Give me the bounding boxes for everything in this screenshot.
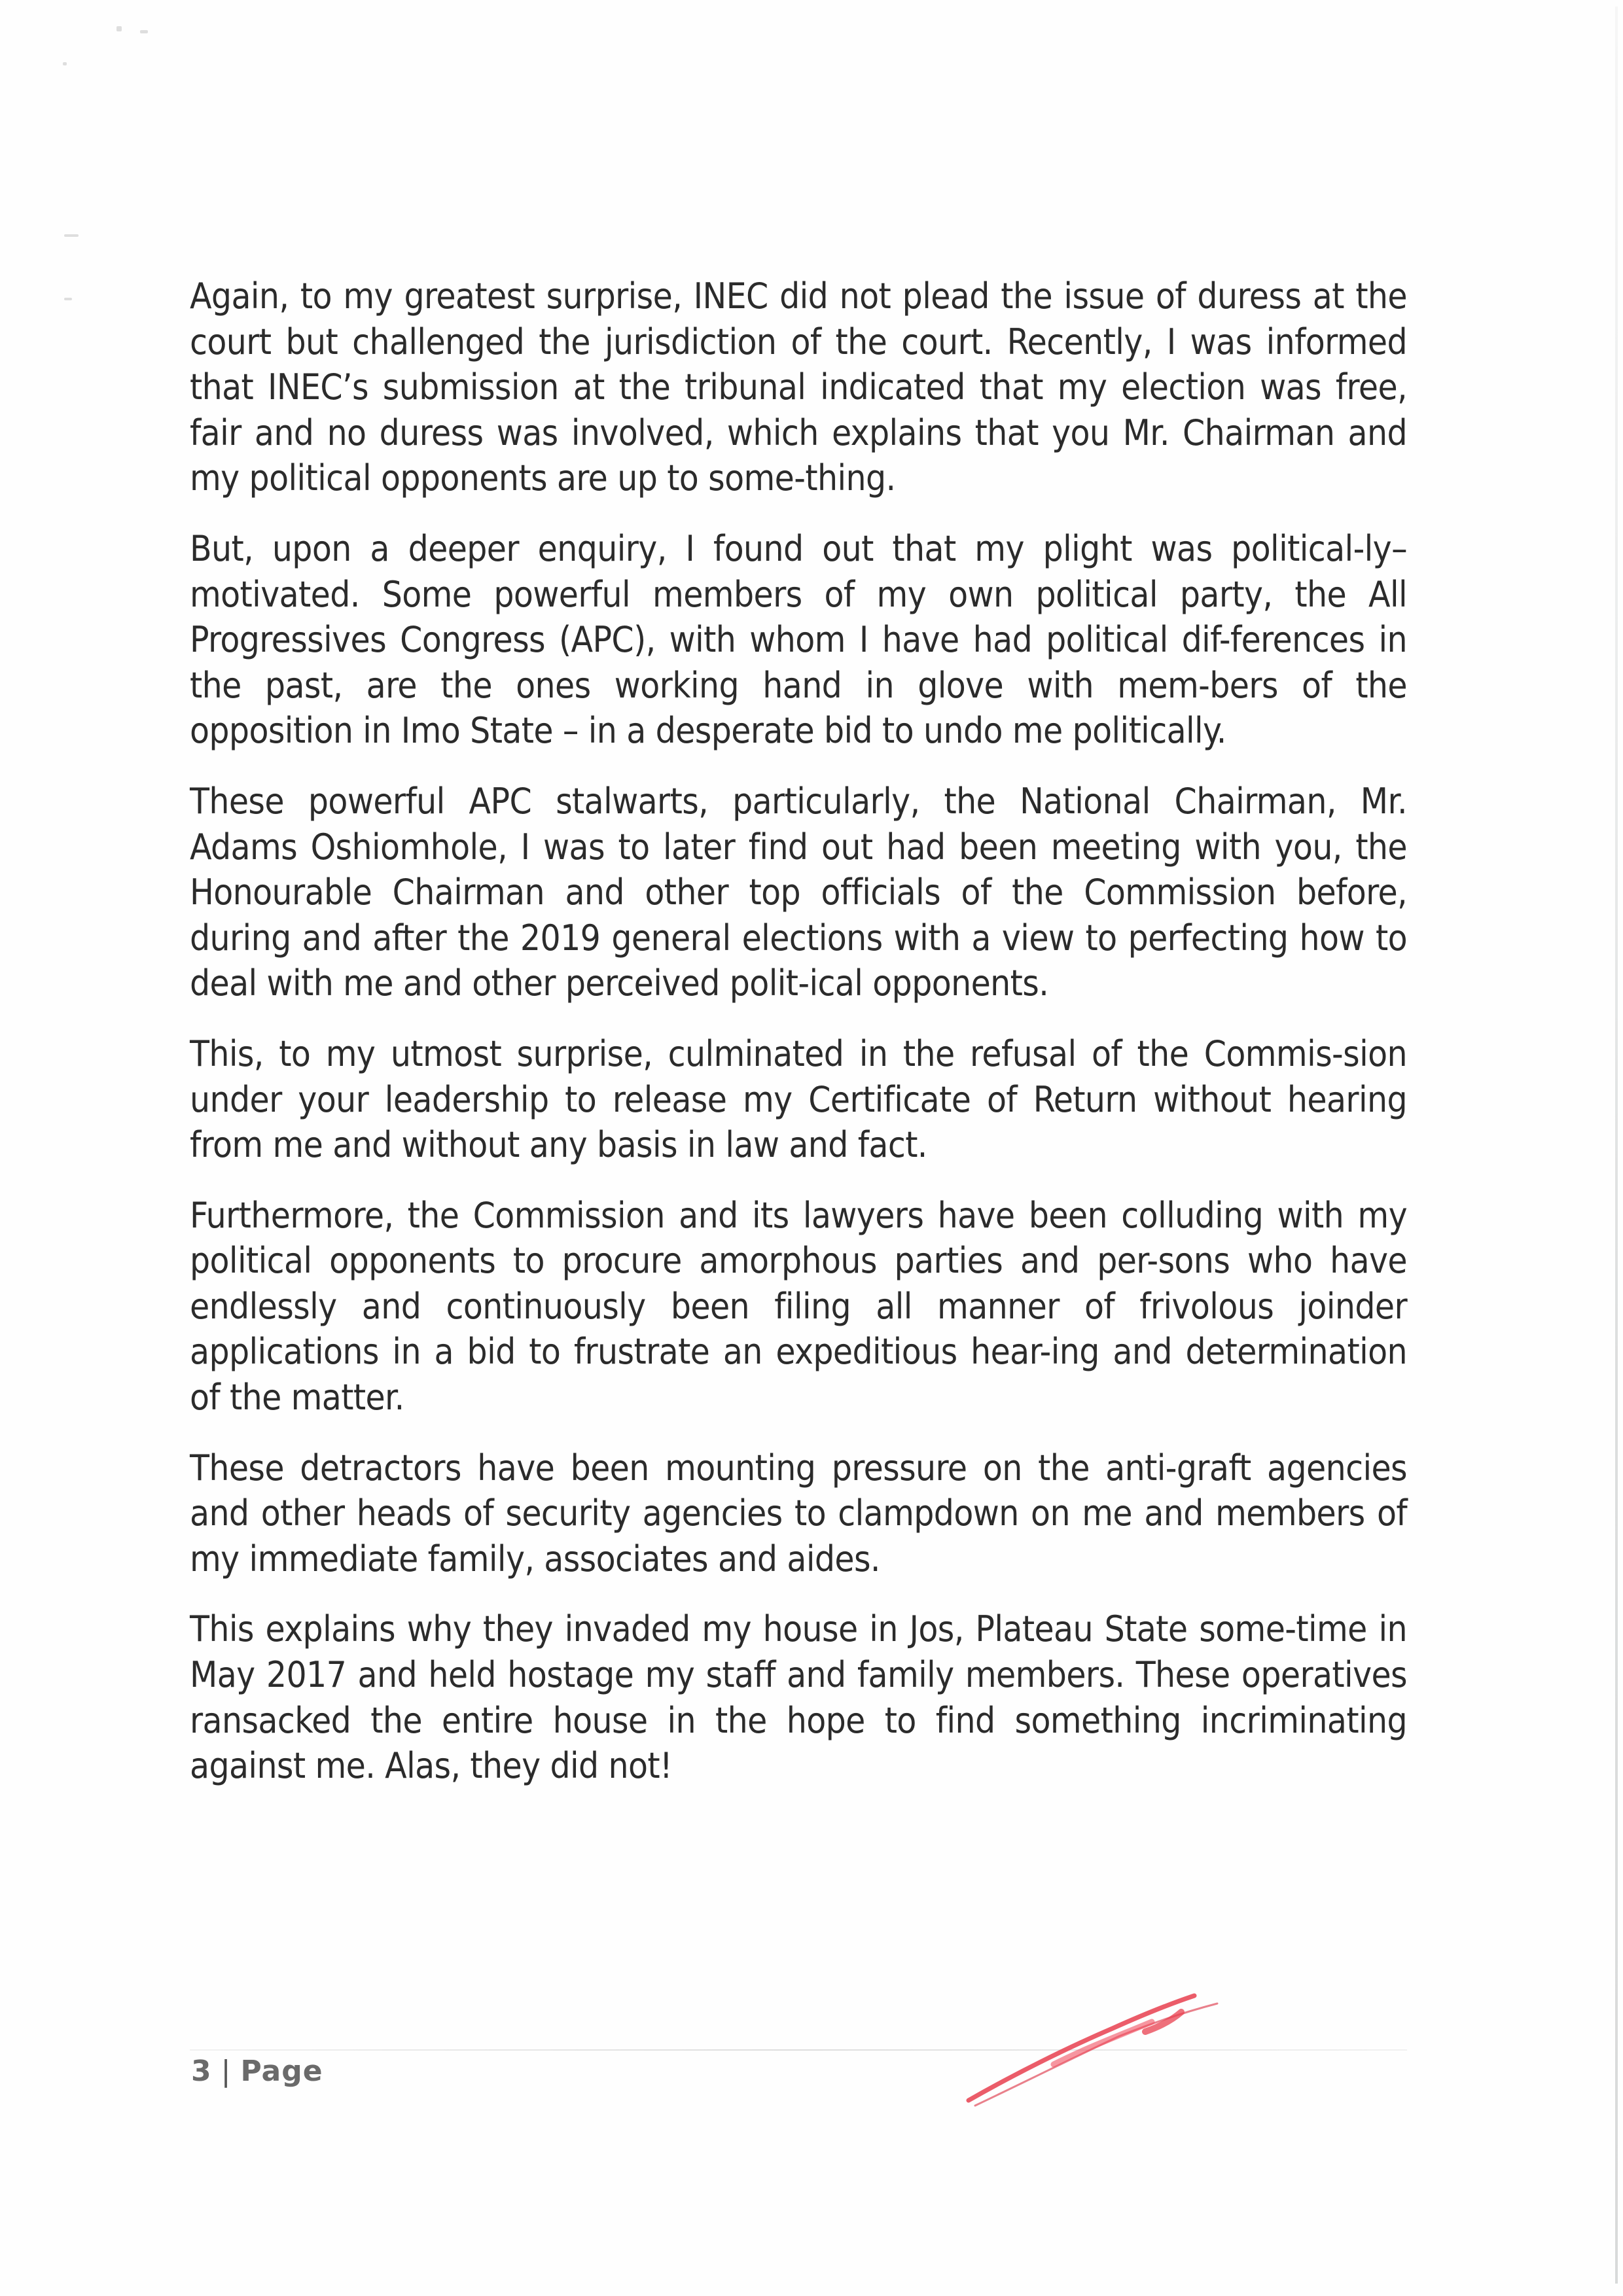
scan-speck (116, 26, 122, 31)
scan-speck (140, 30, 148, 33)
signature-icon (955, 1976, 1230, 2120)
paragraph-house-invasion: This explains why they invaded my house in Jos, Plateau State some-time in May 2017 and held hostage my staff and family members. These operatives ransacked the entire house in the hope to find something incriminating against me. Alas, they did not! (190, 1608, 1407, 1787)
letter-body (190, 274, 1407, 1814)
page-number: 3 (191, 2055, 212, 2088)
signature-stroke (969, 1996, 1194, 2100)
page-label: Page (240, 2055, 323, 2088)
paragraph-politically-motivated: But, upon a deeper enquiry, I found out that my plight was political-ly–motivated. Some powerful members of my own political party, the All Progressives Congress (APC), with whom I have had political dif-ferences in the past, are the ones working hand in glove with mem-bers of the opposition in Imo State – in a desperate bid to undo me politically. (190, 527, 1407, 752)
paragraph-joinder-applications: Furthermore, the Commission and its lawyers have been colluding with my political opponents to procure amorphous parties and per-sons who have endlessly and continuously been filing all manner of frivolous joinder applications in a bid to frustrate an expeditious hear-ing and determination of the matter. (190, 1193, 1407, 1419)
paragraph-anti-graft-pressure: These detractors have been mounting pressure on the anti-graft agencies and other heads of security agencies to clampdown on me and members of my immediate family, associates and aides. (190, 1446, 1407, 1580)
scan-edge-shadow (1615, 7, 1618, 2284)
paragraph-certificate-refusal: This, to my utmost surprise, culminated in the refusal of the Commis-sion under your leadership to release my Certificate of Return without hearing from me and without any basis in law and fact. (190, 1032, 1407, 1166)
page-separator: | (221, 2055, 232, 2088)
scan-speck (64, 234, 79, 237)
paragraph-inec-duress: Again, to my greatest surprise, INEC did not plead the issue of duress at the court but challenged the jurisdiction of the court. Recently, I was informed that INEC’s submission at the tribunal indicated that my election was free, fair and no duress was involved, which explains that you Mr. Chairman and my political opponents are up to some-thing. (190, 275, 1407, 499)
scan-speck (63, 62, 67, 65)
scan-speck (64, 298, 72, 300)
signature-stroke (1054, 2022, 1152, 2064)
page-number-footer (191, 2055, 323, 2088)
signature-stroke (975, 2004, 1217, 2106)
paragraph-apc-stalwarts: These powerful APC stalwarts, particularly, the National Chairman, Mr. Adams Oshiomhole, I was to later find out had been meeting with you, the Honourable Chairman and other top officials of the Commission before, during and after the 2019 general elections with a view to perfecting how to deal with me and other perceived polit-ical opponents. (190, 779, 1407, 1004)
